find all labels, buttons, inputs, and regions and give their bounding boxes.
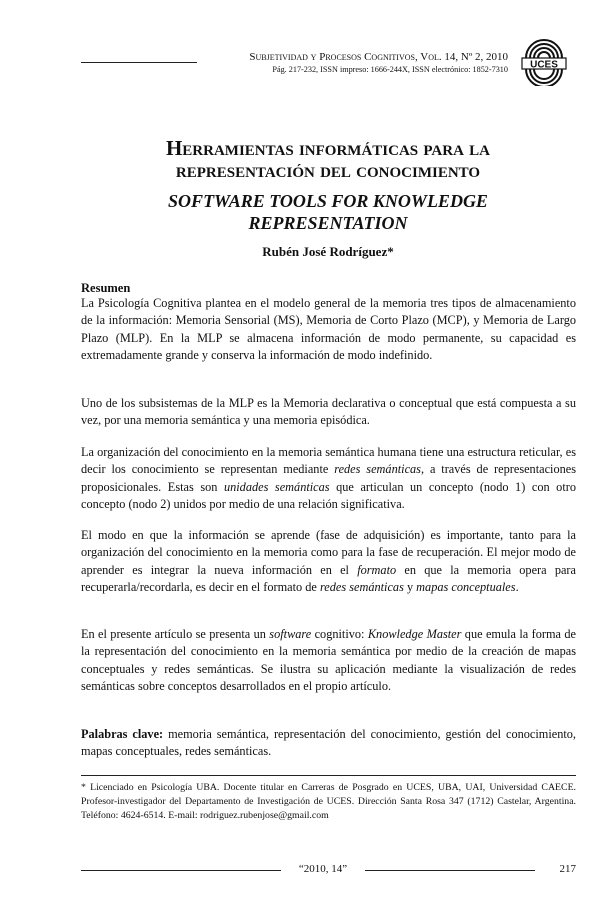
header-rule: [81, 62, 197, 63]
keywords: [81, 726, 576, 761]
pages-issn: Pág. 217-232, ISSN impreso: 1666-244X, ISSN electrónico: 1852-7310: [272, 65, 508, 74]
p4-italic-redes: redes semánticas: [319, 580, 404, 595]
p5-text-c: cognitivo:: [311, 627, 368, 641]
uces-logo: [520, 38, 568, 86]
p5-italic-knowledge-master: Knowledge Master: [367, 627, 462, 641]
abstract-paragraph-1: La Psicología Cognitiva plantea en el modelo general de la memoria tres tipos de almacenamiento de la información: Memoria Sensorial (MS), Memoria de Corto Plazo (MCP), y Memoria de Largo Plazo (MLP). En la MLP se almacena información de modo permanente, su capacidad es extremadamente grande y conserva la información de modo indefinido.: [81, 296, 576, 363]
keywords-text: memoria semántica, representación del conocimiento, gestión del conocimiento, mapas conceptuales, redes semánticas.: [81, 727, 576, 759]
p4-text-c: en que la memoria opera para recuperarla/recordarla, es decir en el formato de: [81, 562, 576, 595]
p5-text-a: En el presente artículo se presenta un: [81, 627, 270, 641]
p4-text-a: El modo en que la información se aprende (fase de adquisición) es importante, tanto para la organización del conocimiento en la memoria como para la fase de recuperación. El mejor modo de aprender es integrar la nueva información en el: [81, 528, 576, 577]
page-number: 217: [559, 863, 576, 875]
title-spanish-line2: representación del conocimiento: [175, 158, 481, 182]
author-name: Rubén José Rodríguez*: [262, 244, 394, 259]
uces-logo-text: UCES: [530, 59, 558, 71]
p4-text-g: .: [515, 580, 519, 595]
p3-italic-redes: redes semánticas: [334, 462, 421, 477]
p4-italic-mapas: mapas conceptuales: [416, 580, 516, 595]
p5-text-e: que emula la forma de la representación del conocimiento en la memoria semántica por medio de la creación de mapas conceptuales y redes semánticas. Se ilustra su aplicación mediante la visualización de redes semánticas sobre conceptos desarrollados en el propio artículo.: [81, 627, 577, 694]
title-english-line1: SOFTWARE TOOLS FOR KNOWLEDGE: [168, 191, 488, 211]
abstract-paragraph-3: [81, 444, 576, 514]
p4-italic-formato: formato: [357, 562, 397, 577]
title-spanish: [80, 137, 576, 181]
footer-year-volume: “2010, 14”: [298, 863, 348, 875]
title-spanish-line1: Herramientas informáticas para la: [165, 136, 491, 160]
p3-text-c: , a través de representaciones proposicionales. Estas son: [81, 462, 576, 494]
abstract-heading: Resumen: [81, 281, 131, 295]
p3-text-a: La organización del conocimiento en la memoria semántica humana tiene una estructura reticular, es decir los conocimiento se representan mediante: [81, 445, 576, 477]
p5-italic-software: software: [269, 627, 312, 641]
abstract-paragraph-5: [81, 626, 576, 696]
abstract-paragraph-2: Uno de los subsistemas de la MLP es la Memoria declarativa o conceptual que está compuesta a su vez, por una memoria semántica y una memoria episódica.: [81, 396, 576, 428]
p4-text-e: y: [403, 580, 417, 595]
keywords-label: Palabras clave:: [81, 727, 164, 741]
footnote-rule: [81, 775, 576, 776]
title-english: [80, 190, 576, 234]
journal-citation: Subjetividad y Procesos Cognitivos, Vol. 14, Nº 2, 2010: [249, 51, 508, 63]
footer-rule-left: [81, 870, 281, 871]
running-header: [200, 51, 508, 75]
abstract-paragraph-4: [81, 527, 576, 597]
uces-logo-graphic: [520, 38, 568, 86]
author-footnote: * Licenciado en Psicología UBA. Docente titular en Carreras de Posgrado en UCES, UBA, UAI, Universidad CAECE. Profesor-investigador del Departamento de Investigación de UCES. Dirección Santa Rosa 347 (1712) Castelar, Argentina. Teléfono: 4624-6514. E-mail: rodriguez.rubenjose@gmail.com: [81, 782, 576, 821]
title-english-line2: REPRESENTATION: [248, 213, 408, 233]
p3-text-e: que articulan un concepto (nodo 1) con otro concepto (nodo 2) unidos por medio de una relación significativa.: [81, 479, 576, 512]
p3-italic-unidades: unidades semánticas: [223, 479, 330, 494]
footer-rule-right: [365, 870, 535, 871]
